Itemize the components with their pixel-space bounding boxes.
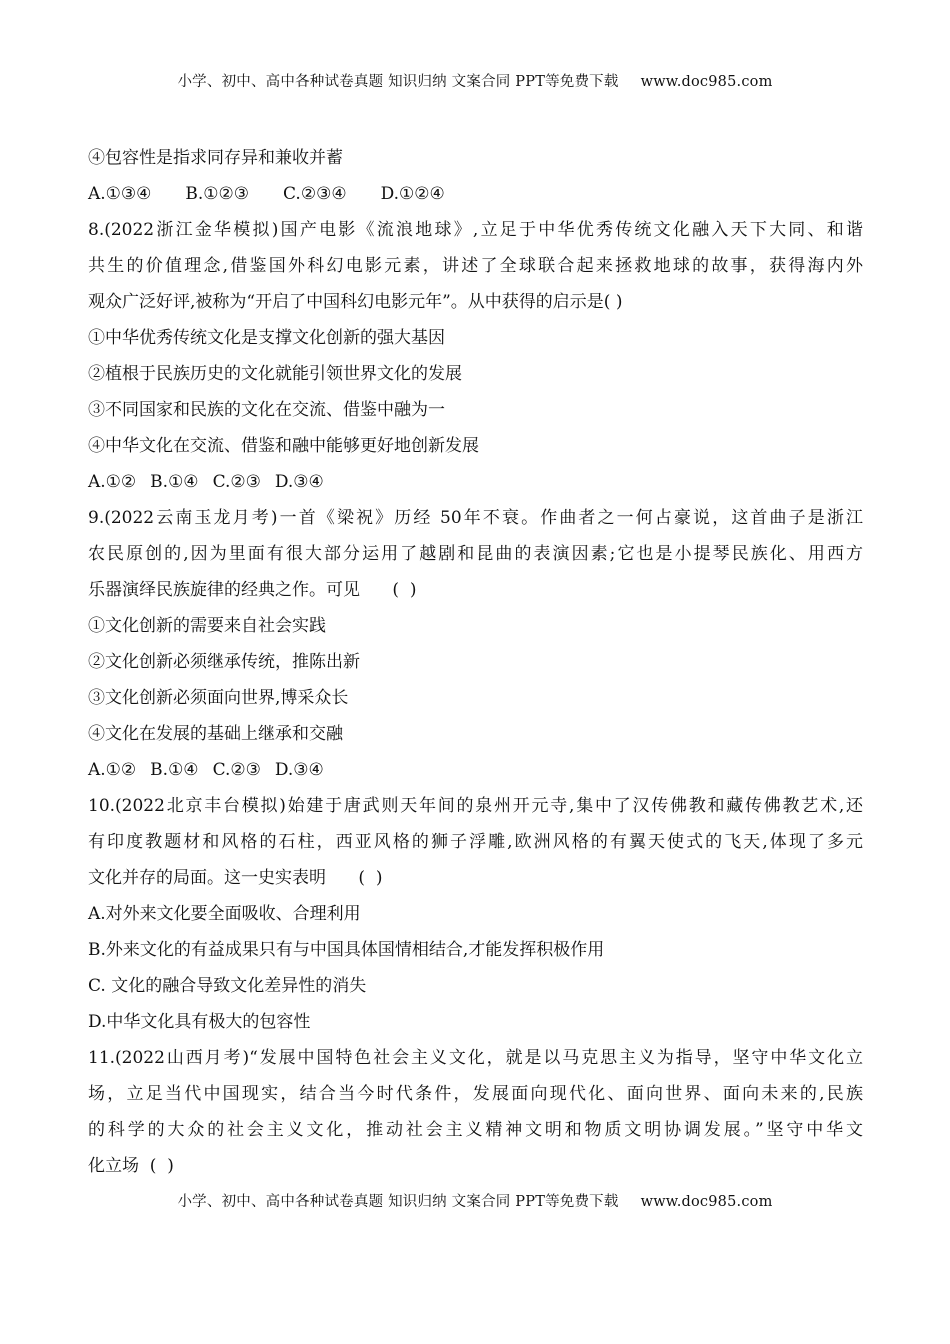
q9-stem-line: 农民原创的,因为里面有很大部分运用了越剧和昆曲的表演因素;它也是小提琴民族化、用西方 [88, 544, 863, 564]
q9-item: ①文化创新的需要来自社会实践 [88, 616, 326, 636]
q8-item: ②植根于民族历史的文化就能引领世界文化的发展 [88, 364, 462, 384]
q9-option-c: C.②③ [212, 760, 261, 780]
page-footer [0, 1190, 950, 1211]
header-promo-text: 小学、初中、高中各种试卷真题 知识归纳 文案合同 PPT等免费下载 [177, 74, 619, 90]
q11-stem-line: 11.(2022山西月考)“发展中国特色社会主义文化，就是以马克思主义为指导，坚守中华文化立 [88, 1048, 863, 1068]
q8-option-c: C.②③ [212, 472, 261, 492]
q11-stem-line: 场，立足当代中国现实，结合当今时代条件，发展面向现代化、面向世界、面向未来的,民族 [88, 1084, 863, 1104]
q9-stem-line: 9.(2022云南玉龙月考)一首《梁祝》历经 50年不衰。作曲者之一何占豪说，这首曲子是浙江 [88, 508, 863, 528]
header-site-url: www.doc985.com [640, 74, 773, 90]
q7-option-b: B.①②③ [185, 184, 250, 204]
q9-option-b: B.①④ [150, 760, 199, 780]
q8-option-d: D.③④ [274, 472, 324, 492]
q7-option-a: A.①③④ [88, 184, 152, 204]
q10-stem-line: 有印度教题材和风格的石柱，西亚风格的狮子浮雕,欧洲风格的有翼天使式的飞天,体现了多元 [88, 832, 863, 852]
q8-item: ①中华优秀传统文化是支撑文化创新的强大基因 [88, 328, 445, 348]
q10-option-b: B.外来文化的有益成果只有与中国具体国情相结合,才能发挥积极作用 [88, 940, 605, 960]
q8-stem-line: 共生的价值理念,借鉴国外科幻电影元素，讲述了全球联合起来拯救地球的故事，获得海内外 [88, 256, 863, 276]
page-header [0, 70, 950, 91]
q10-option-d: D.中华文化具有极大的包容性 [88, 1012, 311, 1032]
q8-stem-line: 观众广泛好评,被称为“开启了中国科幻电影元年”。从中获得的启示是( ) [88, 292, 623, 312]
q11-stem-line: 化立场 ( ) [88, 1156, 174, 1176]
q8-item: ④中华文化在交流、借鉴和融中能够更好地创新发展 [88, 436, 479, 456]
footer-promo-text: 小学、初中、高中各种试卷真题 知识归纳 文案合同 PPT等免费下载 [177, 1194, 619, 1210]
q10-stem-line: 10.(2022北京丰台模拟)始建于唐武则天年间的泉州开元寺,集中了汉传佛教和藏传佛教艺术,还 [88, 796, 863, 816]
q9-option-d: D.③④ [274, 760, 324, 780]
footer-site-url: www.doc985.com [640, 1194, 773, 1210]
q8-options [88, 464, 863, 500]
q8-stem-line: 8.(2022浙江金华模拟)国产电影《流浪地球》,立足于中华优秀传统文化融入天下大同、和谐 [88, 220, 863, 240]
q7-option-d: D.①②④ [380, 184, 445, 204]
q8-option-b: B.①④ [150, 472, 199, 492]
q9-item: ③文化创新必须面向世界,博采众长 [88, 688, 349, 708]
q8-option-a: A.①② [88, 472, 137, 492]
q10-stem-line: 文化并存的局面。这一史实表明 ( ) [88, 868, 383, 888]
q10-option-a: A.对外来文化要全面吸收、合理利用 [88, 904, 361, 924]
q7-option-c: C.②③④ [283, 184, 347, 204]
question-content [88, 140, 863, 1184]
q9-item: ②文化创新必须继承传统，推陈出新 [88, 652, 360, 672]
q10-option-c: C. 文化的融合导致文化差异性的消失 [88, 976, 367, 996]
q9-option-a: A.①② [88, 760, 137, 780]
q9-item: ④文化在发展的基础上继承和交融 [88, 724, 343, 744]
q9-options [88, 752, 863, 788]
q11-stem-line: 的科学的大众的社会主义文化，推动社会主义精神文明和物质文明协调发展。”坚守中华文 [88, 1120, 863, 1140]
q7-item-4: ④包容性是指求同存异和兼收并蓄 [88, 148, 343, 168]
q7-options [88, 176, 863, 212]
q9-stem-line: 乐器演绎民族旋律的经典之作。可见 ( ) [88, 580, 417, 600]
q8-item: ③不同国家和民族的文化在交流、借鉴中融为一 [88, 400, 445, 420]
